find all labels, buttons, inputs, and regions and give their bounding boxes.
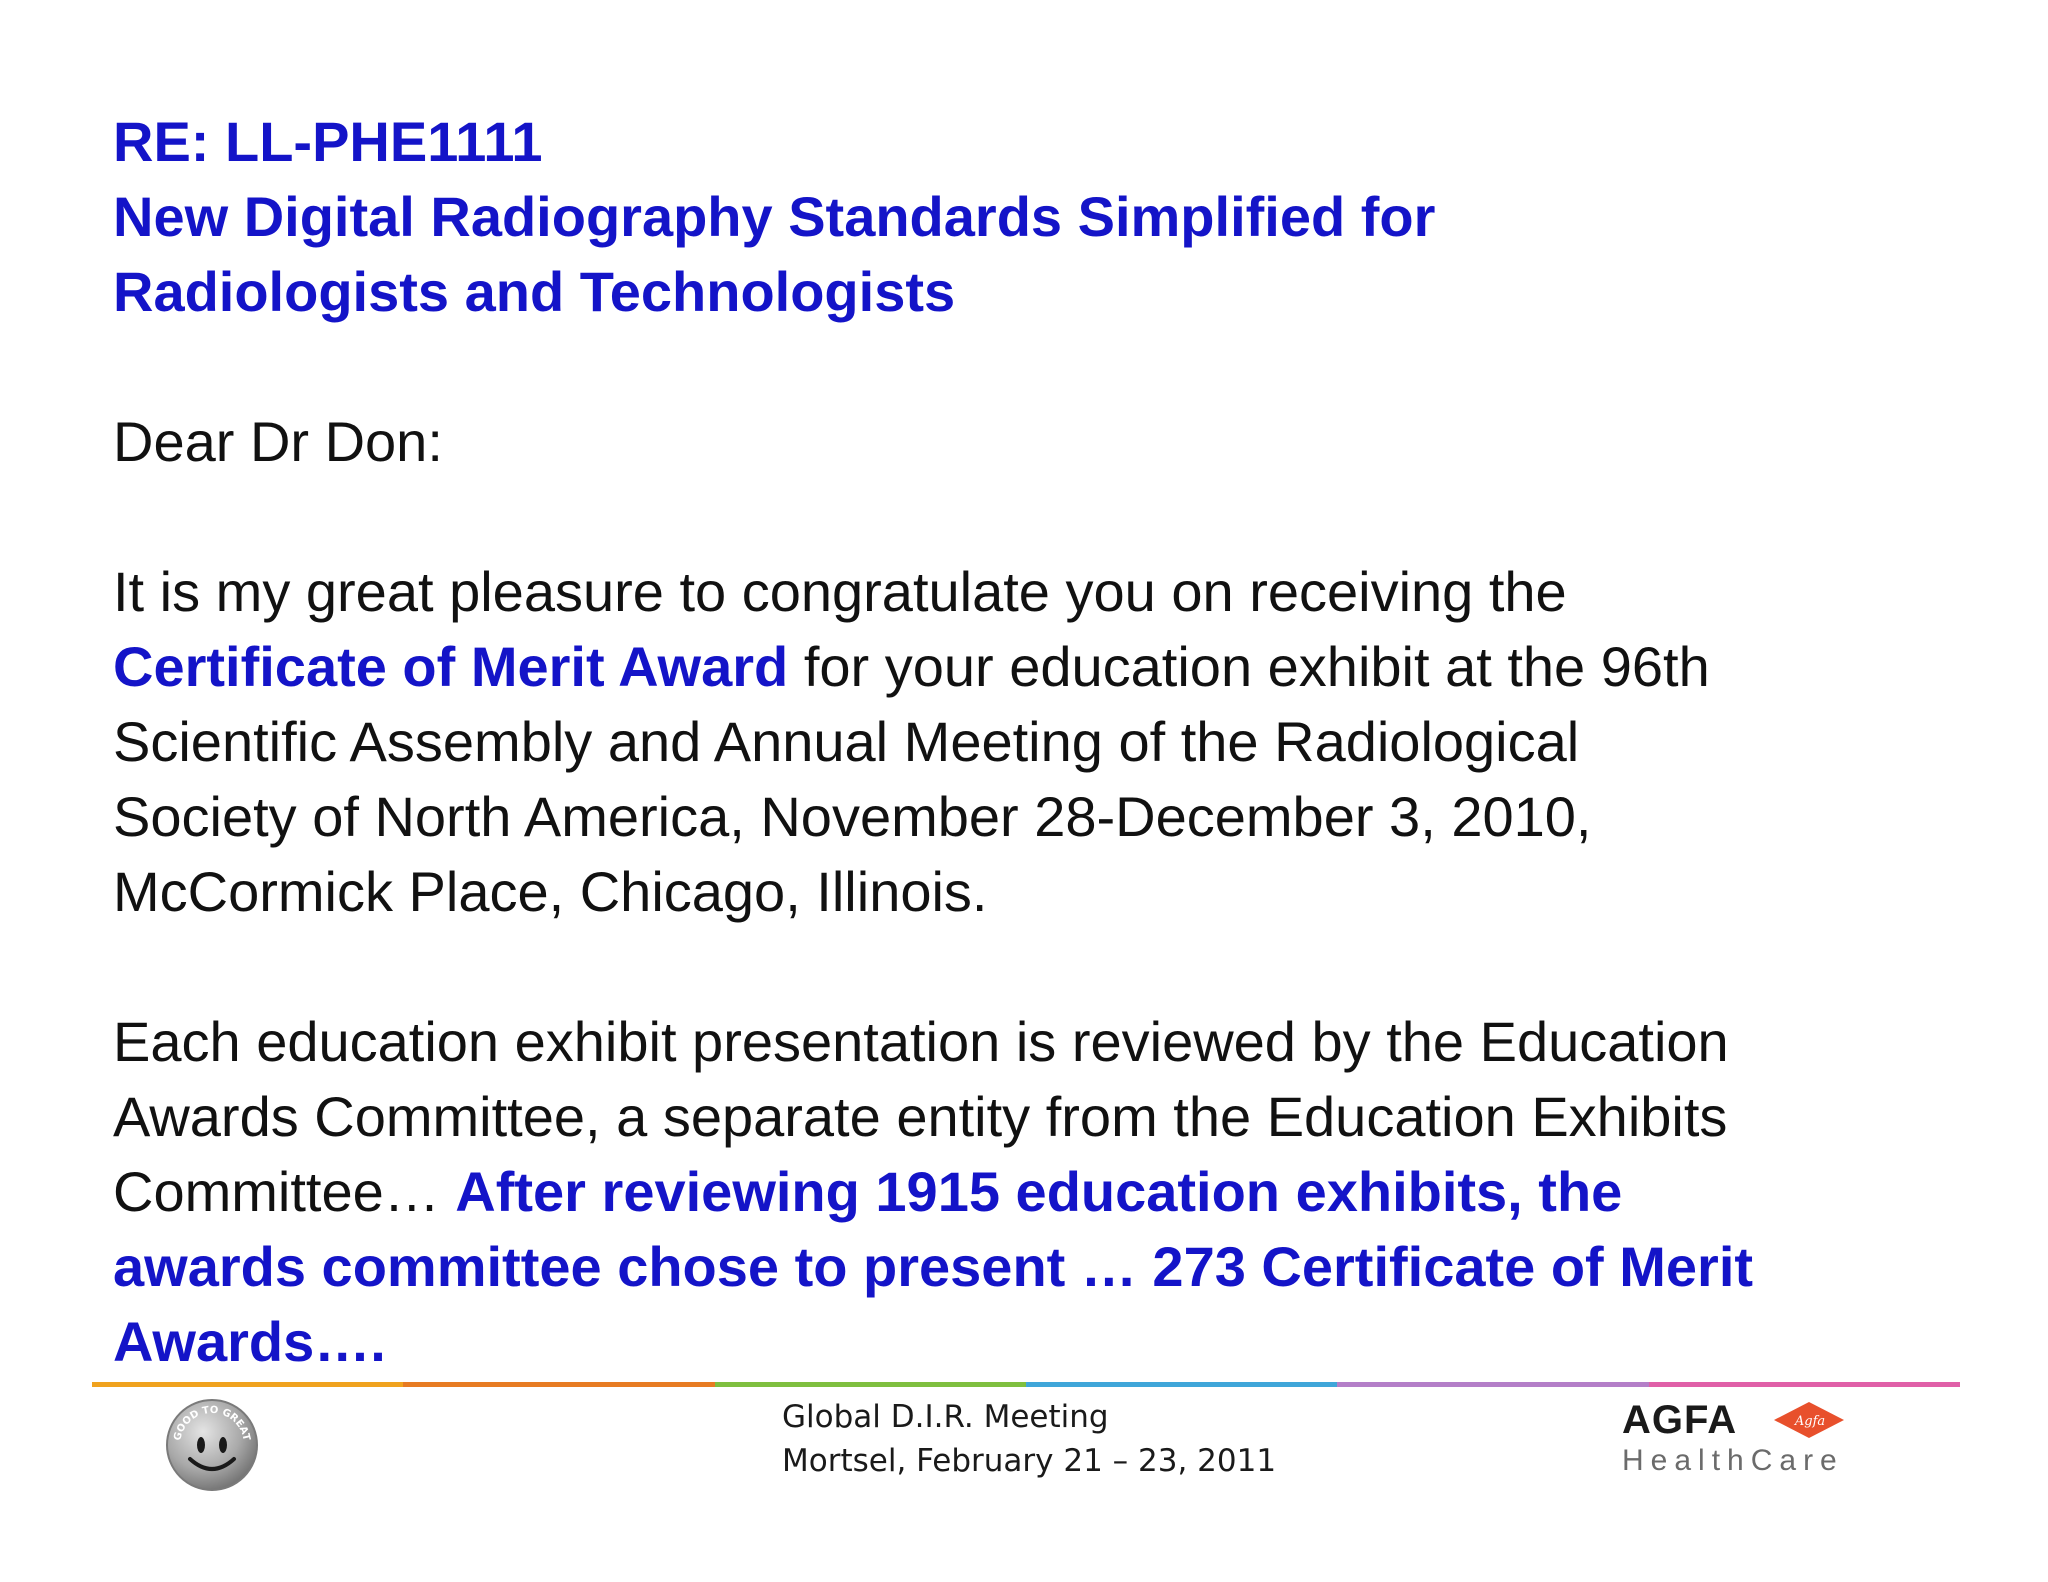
divider-segment — [1026, 1382, 1337, 1387]
paragraph-1-line-5: McCormick Place, Chicago, Illinois. — [113, 860, 988, 923]
agfa-healthcare-logo — [1622, 1398, 1846, 1482]
review-paragraph — [113, 1004, 1973, 1379]
paragraph-2-line-3 — [113, 1154, 1973, 1229]
divider-segment — [1649, 1382, 1960, 1387]
paragraph-2-line-2: Awards Committee, a separate entity from the Education Exhibits — [113, 1085, 1728, 1148]
subject-line-2: Radiologists and Technologists — [113, 260, 956, 323]
divider-segment — [715, 1382, 1026, 1387]
letter-body — [113, 104, 1973, 1379]
spacer — [113, 479, 1973, 554]
good-to-great-smiley-logo — [164, 1397, 260, 1493]
footer-divider — [92, 1382, 1960, 1387]
paragraph-2-line-5: Awards…. — [113, 1310, 386, 1373]
salutation: Dear Dr Don: — [113, 410, 443, 473]
paragraph-2-line-1: Each education exhibit presentation is reviewed by the Education — [113, 1010, 1729, 1073]
award-name: Certificate of Merit Award — [113, 635, 789, 698]
subject-line-1: New Digital Radiography Standards Simplified for — [113, 185, 1436, 248]
agfa-wordmark: AGFA — [1622, 1398, 1738, 1442]
re-line: RE: LL-PHE1111 — [113, 110, 543, 173]
paragraph-1-line-3: Scientific Assembly and Annual Meeting of the Radiological — [113, 710, 1580, 773]
divider-segment — [403, 1382, 714, 1387]
paragraph-2-line-4: awards committee chose to present … 273 Certificate of Merit — [113, 1235, 1754, 1298]
spacer — [113, 329, 1973, 404]
paragraph-1-line-2 — [113, 629, 1973, 704]
divider-segment — [1337, 1382, 1648, 1387]
agfa-rhombus-text: Agfa — [1794, 1414, 1826, 1429]
paragraph-2-line-3-highlight: After reviewing 1915 education exhibits, the — [455, 1160, 1623, 1223]
spacer — [113, 929, 1973, 1004]
divider-segment — [92, 1382, 403, 1387]
meeting-title: Global D.I.R. Meeting — [782, 1399, 1109, 1435]
paragraph-1-line-1: It is my great pleasure to congratulate you on receiving the — [113, 560, 1567, 623]
badge-text: GOOD TO GREAT — [172, 1404, 252, 1442]
congratulation-paragraph — [113, 554, 1973, 929]
agfa-rhombus-icon — [1772, 1400, 1846, 1440]
paragraph-2-line-3-start: Committee… — [113, 1160, 456, 1223]
paragraph-1-line-4: Society of North America, November 28-December 3, 2010, — [113, 785, 1592, 848]
footer-meeting-info — [782, 1395, 1276, 1483]
healthcare-wordmark: HealthCare — [1622, 1444, 1844, 1477]
meeting-place-date: Mortsel, February 21 – 23, 2011 — [782, 1443, 1277, 1479]
paragraph-1-line-2-rest: for your education exhibit at the 96th — [788, 635, 1710, 698]
